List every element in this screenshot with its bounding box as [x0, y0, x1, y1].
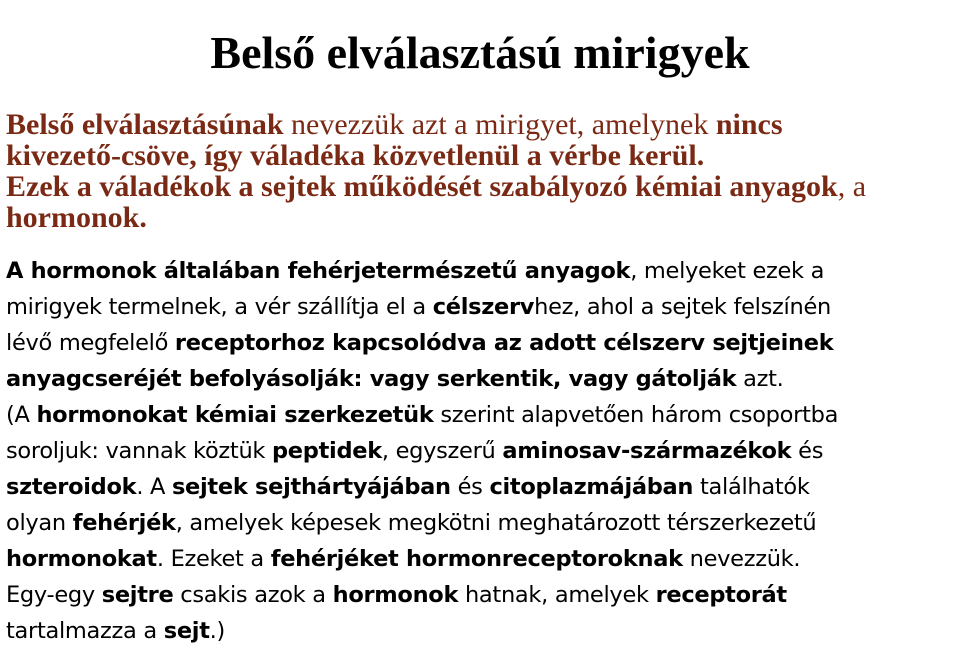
- bold-term: sejtre: [101, 582, 174, 608]
- text-run: nevezzük azt a mirigyet, amelynek: [283, 108, 716, 141]
- bold-term: A hormonok általában fehérjetermészetű anyagok: [6, 258, 631, 284]
- paragraph-line: [6, 361, 838, 397]
- bold-term: receptorhoz kapcsolódva az adott célszerv sejtjeinek: [174, 330, 834, 356]
- page-title: Belső elválasztású mirigyek: [210, 26, 750, 78]
- bold-term: hormonok.: [6, 201, 147, 234]
- bold-term: fehérjék: [72, 510, 176, 536]
- bold-term: fehérjéket hormonreceptoroknak: [270, 546, 683, 572]
- text-run: és: [791, 438, 824, 464]
- text-run: szerint alapvetően három csoportba: [433, 402, 839, 428]
- text-run: tartalmazza a: [6, 618, 164, 644]
- paragraph-line: [6, 289, 838, 325]
- paragraph-line: [6, 541, 838, 577]
- text-run: lévő megfelelő: [6, 330, 175, 356]
- paragraph-line: [6, 433, 838, 469]
- bold-term: célszerv: [432, 294, 535, 320]
- text-run: olyan: [6, 510, 73, 536]
- text-run: hez, ahol a sejtek felszínén: [534, 294, 831, 320]
- text-run: .): [209, 618, 225, 644]
- paragraph-line: [6, 505, 838, 541]
- bold-term: szteroidok: [6, 474, 137, 500]
- bold-term: sejtek sejthártyájában: [171, 474, 451, 500]
- paragraph-line: [6, 469, 838, 505]
- text-run: nevezzük.: [682, 546, 801, 572]
- text-run: csakis azok a: [173, 582, 333, 608]
- text-run: hatnak, amelyek: [458, 582, 656, 608]
- bold-term: aminosav-származékok: [502, 438, 792, 464]
- bold-term: Ezek a váladékok a sejtek működését szabályozó kémiai anyagok: [6, 170, 838, 203]
- bold-term: nincs: [715, 108, 783, 141]
- paragraph-definition: [6, 109, 866, 233]
- paragraph-line: [6, 253, 838, 289]
- bold-term: hormonok: [332, 582, 459, 608]
- bold-term: receptorát: [655, 582, 787, 608]
- text-run: . Ezeket a: [156, 546, 271, 572]
- text-run: , egyszerű: [381, 438, 503, 464]
- paragraph-line: [6, 202, 866, 233]
- bold-term: sejt: [163, 618, 210, 644]
- paragraph-hormones: [6, 253, 838, 649]
- bold-term: anyagcseréjét befolyásolják: vagy serkentik, vagy gátolják: [6, 366, 737, 392]
- text-run: . A: [136, 474, 172, 500]
- text-run: és: [450, 474, 490, 500]
- text-run: azt.: [736, 366, 784, 392]
- bold-term: hormonokat: [6, 546, 157, 572]
- paragraph-line: [6, 109, 866, 140]
- paragraph-line: [6, 171, 866, 202]
- paragraph-line: [6, 613, 838, 649]
- bold-term: Belső elválasztásúnak: [6, 108, 284, 141]
- bold-term: hormonokat kémiai szerkezetük: [36, 402, 434, 428]
- text-run: , a: [837, 170, 867, 203]
- paragraph-line: [6, 397, 838, 433]
- text-run: , melyeket ezek a: [630, 258, 825, 284]
- bold-term: peptidek: [272, 438, 382, 464]
- text-run: találhatók: [693, 474, 810, 500]
- bold-term: citoplazmájában: [489, 474, 694, 500]
- paragraph-line: [6, 577, 838, 613]
- text-run: soroljuk: vannak köztük: [6, 438, 272, 464]
- bold-term: kivezető-csöve, így váladéka közvetlenül a vérbe kerül.: [6, 139, 705, 172]
- paragraph-line: [6, 140, 866, 171]
- text-run: (A: [6, 402, 37, 428]
- text-run: mirigyek termelnek, a vér szállítja el a: [6, 294, 433, 320]
- paragraph-line: [6, 325, 838, 361]
- text-run: Egy-egy: [6, 582, 102, 608]
- text-run: , amelyek képesek megkötni meghatározott térszerkezetű: [175, 510, 817, 536]
